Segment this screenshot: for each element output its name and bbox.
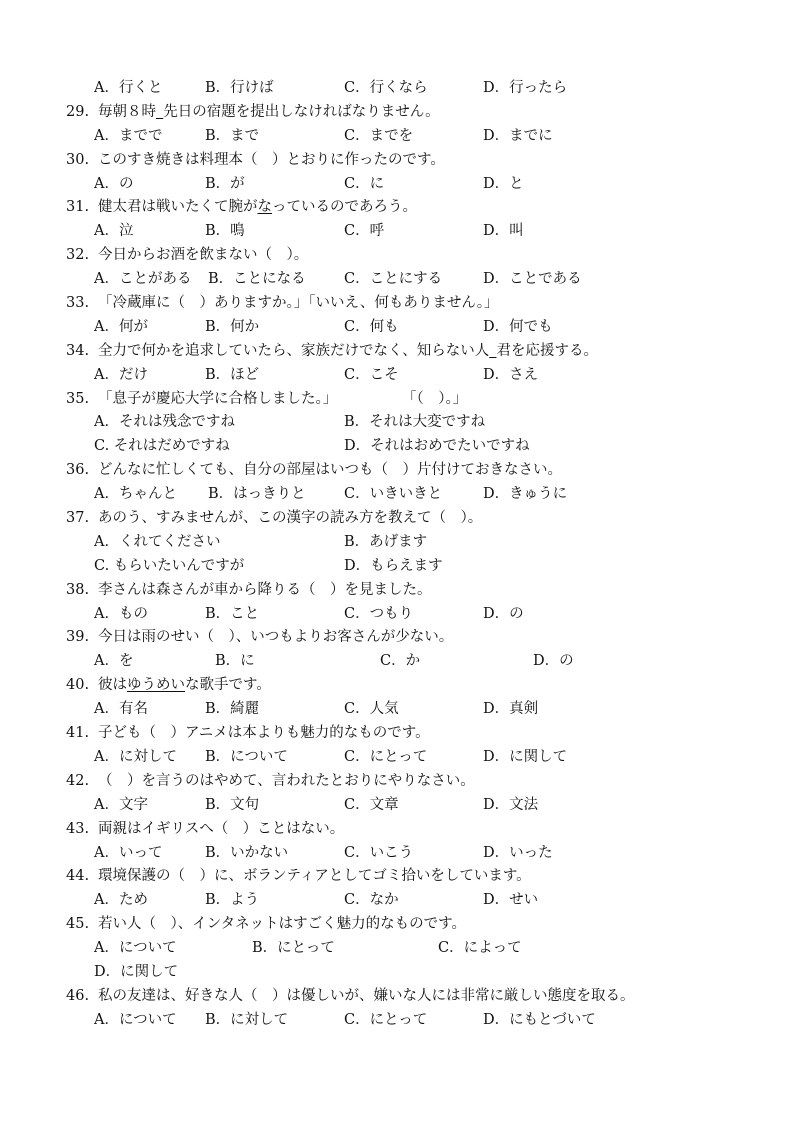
option-d: D．もらえます (344, 557, 443, 574)
question-number: 36. (66, 462, 90, 479)
question-text: あのう、すみませんが、この漢字の読み方を教えて（ ）。 (98, 510, 483, 527)
q33-options (0, 316, 794, 340)
q34-stem (0, 340, 794, 364)
option-a: A．を (94, 653, 134, 670)
q29-options (0, 125, 794, 149)
option-a: A．について (94, 940, 177, 957)
option-b: B．にとって (252, 940, 335, 957)
question-text: 今日は雨のせい（ ）、いつもよりお客さんが少ない。 (98, 629, 454, 646)
q36-options (0, 483, 794, 507)
question-text: 若い人（ ）、インタネットはすごく魅力的なものです。 (98, 916, 467, 933)
option-d: D．せい (483, 892, 539, 909)
q36-stem (0, 459, 794, 483)
option-d: D．さえ (483, 366, 539, 383)
option-a: A．泣 (94, 223, 134, 240)
option-d: D．何でも (483, 318, 553, 335)
question-number: 42. (66, 772, 90, 789)
option-c: C．つもり (344, 605, 414, 622)
option-a: A．いって (94, 844, 163, 861)
q28-option-c: C．行くなら (344, 80, 428, 96)
option-c: C．いきいきと (344, 486, 443, 503)
option-a: A．有名 (94, 701, 148, 718)
option-d: D．真剣 (483, 701, 539, 718)
option-c: C．までを (344, 127, 414, 144)
option-b: B．よう (205, 892, 260, 909)
option-a: A．もの (94, 605, 148, 622)
option-d: D．の (533, 653, 574, 670)
option-c: C．によって (438, 940, 522, 957)
q30-stem (0, 149, 794, 173)
option-d: D．ことである (483, 271, 582, 288)
q28-option-b: B．行けば (205, 80, 274, 96)
option-b: B．何か (205, 318, 260, 335)
q44-options (0, 889, 794, 913)
option-a: A．までで (94, 127, 163, 144)
q41-options (0, 746, 794, 770)
question-number: 45. (66, 916, 90, 933)
question-number: 43. (66, 820, 90, 837)
q37-stem (0, 507, 794, 531)
option-b: B．綺麗 (205, 701, 260, 718)
q34-options (0, 364, 794, 388)
question-number: 29. (66, 103, 90, 120)
question-number: 32. (66, 247, 90, 264)
option-b: B．いかない (205, 844, 289, 861)
question-text: 「息子が慶応大学に合格しました。」 (98, 390, 338, 407)
question-text: 子ども（ ）アニメは本よりも魅力的なものです。 (98, 725, 430, 742)
option-d: D．叫 (483, 223, 524, 240)
option-c: C．人気 (344, 701, 399, 718)
option-a: A．ため (94, 892, 148, 909)
option-a: A．ちゃんと (94, 486, 177, 503)
option-b: B．鳴 (205, 223, 245, 240)
q42-stem (0, 770, 794, 794)
q43-stem (0, 818, 794, 842)
q39-options (0, 650, 794, 674)
option-d: D．に関して (483, 748, 568, 765)
q28-option-a: A．行くと (94, 80, 163, 96)
option-b: B．に対して (205, 1011, 289, 1028)
option-c: C. それはだめですね (94, 438, 230, 455)
question-text: どんなに忙しくても、自分の部屋はいつも（ ）片付けておきなさい。 (98, 462, 562, 479)
q35-stem (0, 388, 794, 412)
q38-stem (0, 579, 794, 603)
question-text: 私の友達は、好きな人（ ）は優しいが、嫌いな人には非常に厳しい態度を取る。 (98, 987, 635, 1004)
q42-options (0, 794, 794, 818)
question-number: 34. (66, 342, 90, 359)
option-b: B．ことになる (208, 271, 306, 288)
q37-options-row1 (0, 531, 794, 555)
option-b: B．ほど (205, 366, 260, 383)
option-c: C．文章 (344, 796, 399, 813)
q35-options-row2 (0, 435, 794, 459)
question-number: 38. (66, 581, 90, 598)
option-d: D．きゅうに (483, 486, 568, 503)
option-a: A．文字 (94, 796, 148, 813)
q44-stem (0, 865, 794, 889)
question-text: 彼はゆうめいな歌手です。 (98, 677, 271, 694)
option-c: C．か (380, 653, 421, 670)
q35-options-row1 (0, 411, 794, 435)
option-a: A．それは残念ですね (94, 414, 235, 431)
option-a: A．何が (94, 318, 148, 335)
question-text: このすき焼きは料理本（ ）とおりに作ったのです。 (98, 151, 445, 168)
question-text: 健太君は戦いたくて腕がなっているのであろう。 (98, 199, 417, 216)
option-d: D．それはおめでたいですね (344, 438, 530, 455)
option-c: C．にとって (344, 748, 428, 765)
q46-options (0, 1009, 794, 1033)
option-b: B．文句 (205, 796, 260, 813)
underlined-word: な (257, 199, 272, 216)
option-d: D．文法 (483, 796, 539, 813)
question-text: （ ）を言うのはやめて、言われたとおりにやりなさい。 (98, 772, 475, 789)
q33-stem (0, 292, 794, 316)
option-d: D．と (483, 175, 524, 192)
option-b: B．について (205, 748, 288, 765)
q31-options (0, 220, 794, 244)
q38-options (0, 603, 794, 627)
option-d: D．までに (483, 127, 553, 144)
option-d: D．いった (483, 844, 553, 861)
q40-stem (0, 674, 794, 698)
q39-stem (0, 626, 794, 650)
q28-option-d: D．行ったら (483, 80, 568, 96)
option-b: B．に (215, 653, 255, 670)
question-number: 31. (66, 199, 90, 216)
question-text: 全力で何かを追求していたら、家族だけでなく、知らない人 君を応援する。 (98, 342, 598, 359)
question-number: 39. (66, 629, 90, 646)
option-b: B．はっきりと (208, 486, 306, 503)
option-c: C．何も (344, 318, 399, 335)
question-number: 41. (66, 725, 90, 742)
q32-stem (0, 244, 794, 268)
option-b: B．まで (205, 127, 260, 144)
option-c: C．にとって (344, 1011, 428, 1028)
q45-options-row1 (0, 937, 794, 961)
option-c: C．ことにする (344, 271, 443, 288)
q32-options (0, 268, 794, 292)
option-c: C．いこう (344, 844, 414, 861)
q31-stem (0, 196, 794, 220)
question-text: 李さんは森さんが車から降りる（ ）を見ました。 (98, 581, 432, 598)
question-number: 40. (66, 677, 90, 694)
option-d: D．の (483, 605, 524, 622)
question-number: 37. (66, 510, 90, 527)
q43-options (0, 842, 794, 866)
question-text: 毎朝８時 先日の宿題を提出しなければなりません。 (98, 103, 440, 120)
option-c: C．呼 (344, 223, 385, 240)
question-list (0, 77, 794, 1033)
option-a: A．ことがある (94, 271, 192, 288)
question-text: 両親はイギリスへ（ ）ことはない。 (98, 820, 345, 837)
q28-options (0, 77, 794, 101)
option-c: C. もらいたいんですが (94, 557, 245, 574)
question-number: 33. (66, 295, 90, 312)
option-a: A．だけ (94, 366, 148, 383)
q46-stem (0, 985, 794, 1009)
underlined-word: ゆうめい (127, 677, 185, 694)
question-number: 46. (66, 987, 90, 1004)
q45-stem (0, 913, 794, 937)
q37-options-row2 (0, 555, 794, 579)
option-b: B．それは大変ですね (344, 414, 486, 431)
option-b: B．こと (205, 605, 260, 622)
option-a: A．くれてください (94, 533, 221, 550)
q29-stem (0, 101, 794, 125)
option-d: D．にもとづいて (483, 1011, 596, 1028)
option-b: B．が (205, 175, 245, 192)
question-text: 今日からお酒を飲まない（ ）。 (98, 247, 309, 264)
question-number: 35. (66, 390, 90, 407)
option-c: C．に (344, 175, 385, 192)
option-a: A．に対して (94, 748, 177, 765)
q45-options-row2 (0, 961, 794, 985)
q30-options (0, 173, 794, 197)
question-text-reply: 「（ ）。」 (402, 390, 468, 407)
question-text: 環境保護の（ ）に、ボランティアとしてゴミ拾いをしています。 (98, 868, 531, 885)
question-text: 「冷蔵庫に（ ）ありますか。」「いいえ、何もありません。」 (98, 295, 499, 312)
option-d: D．に関して (94, 963, 179, 980)
option-c: C．なか (344, 892, 399, 909)
option-c: C．こそ (344, 366, 399, 383)
q40-options (0, 698, 794, 722)
option-a: A．について (94, 1011, 177, 1028)
q41-stem (0, 722, 794, 746)
option-a: A．の (94, 175, 134, 192)
option-b: B．あげます (344, 533, 428, 550)
question-number: 30. (66, 151, 90, 168)
question-number: 44. (66, 868, 90, 885)
